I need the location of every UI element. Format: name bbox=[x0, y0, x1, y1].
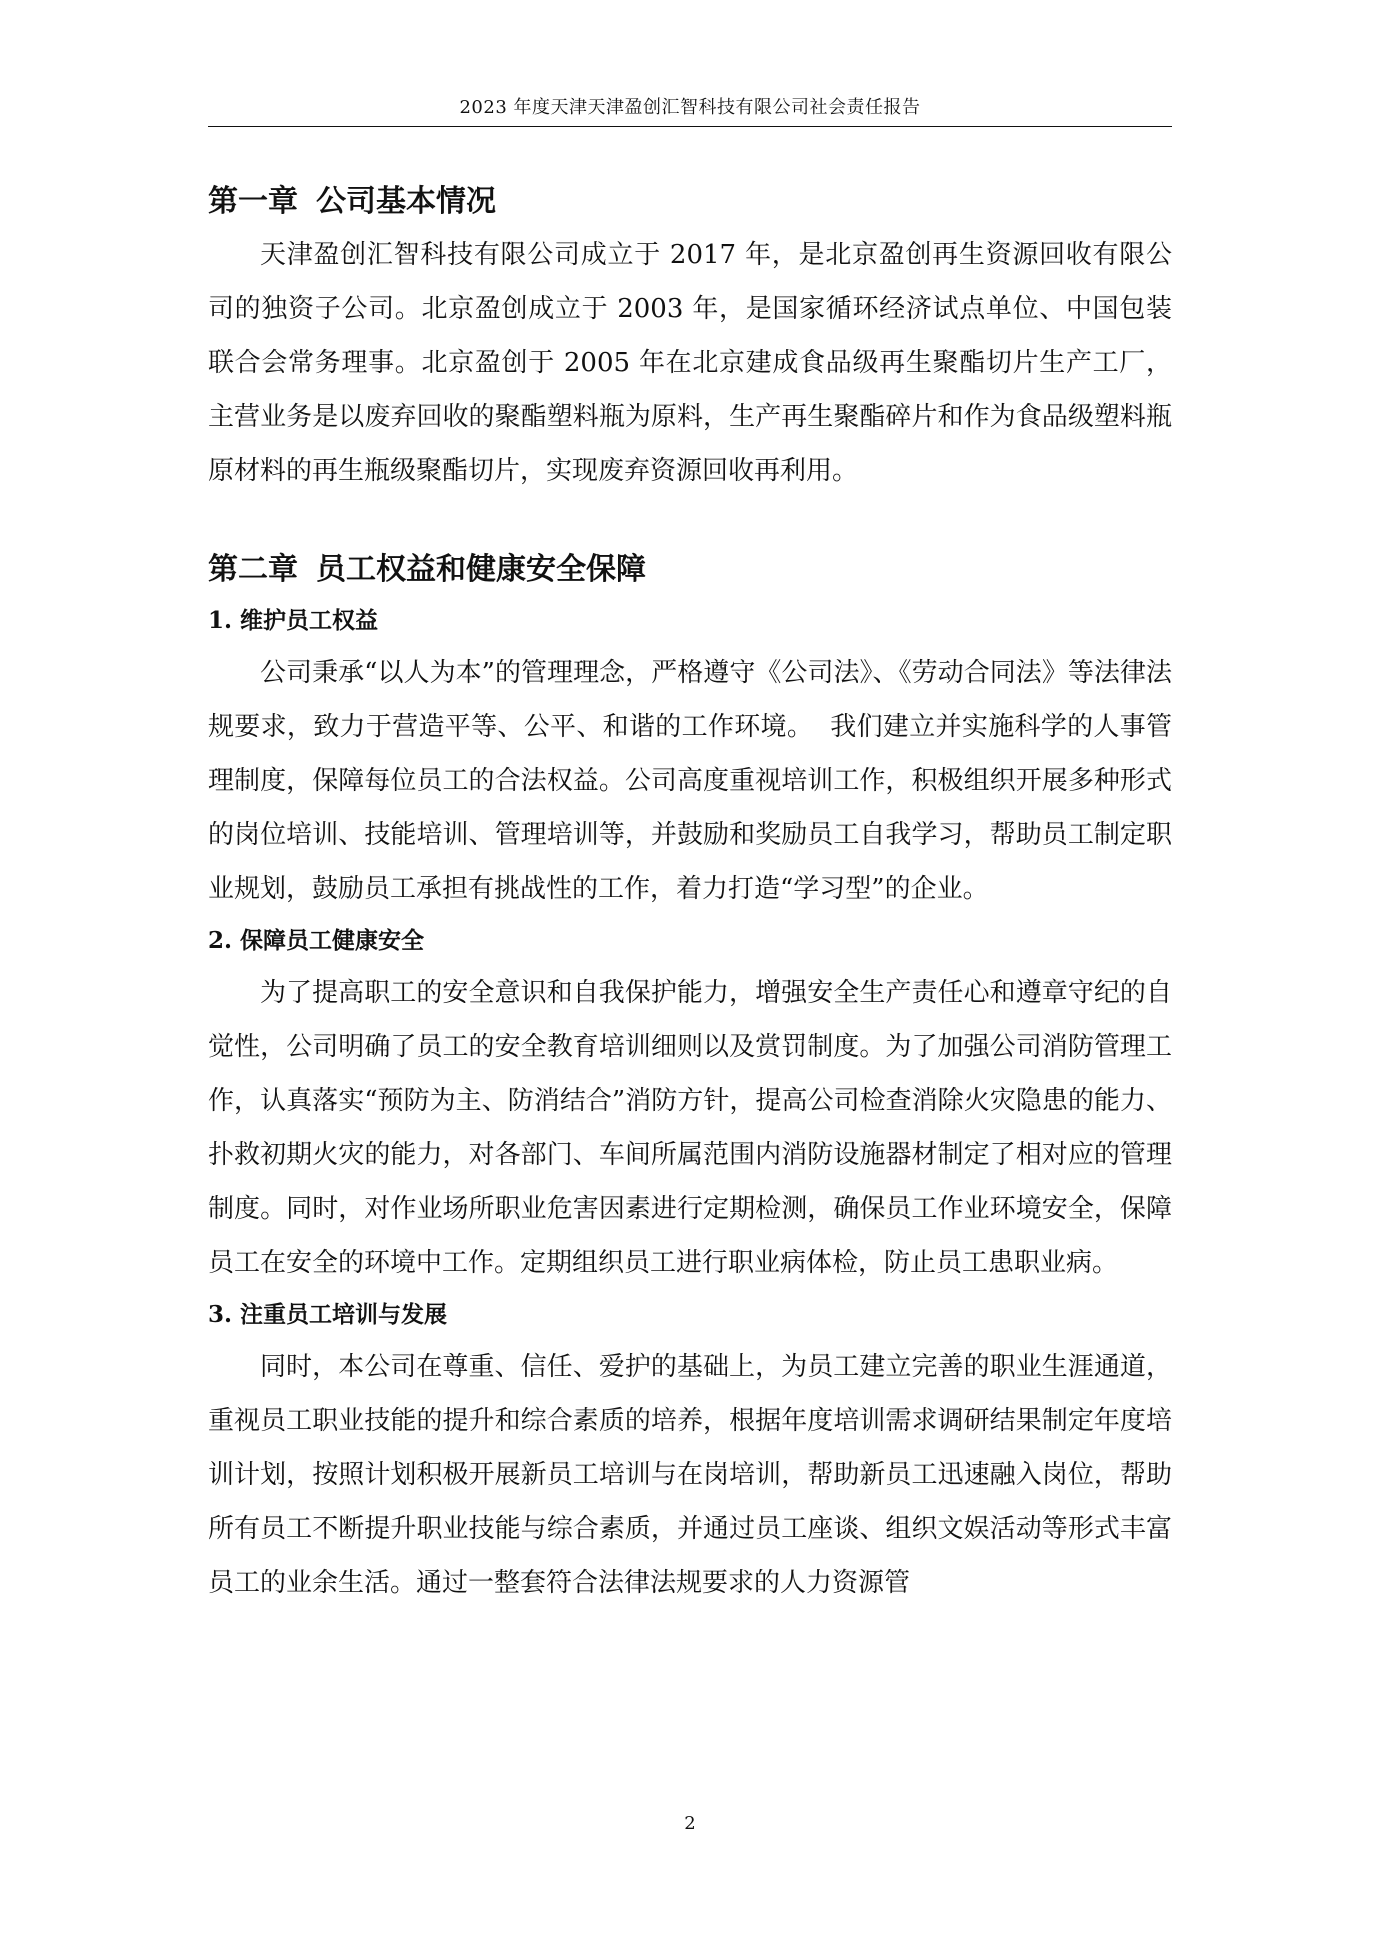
chapter-2-heading bbox=[208, 544, 1172, 596]
section-2-paragraph: 为了提高职工的安全意识和自我保护能力，增强安全生产责任心和遵章守纪的自觉性，公司明确了员工的安全教育培训细则以及赏罚制度。为了加强公司消防管理工作，认真落实“预防为主、防消结合”消防方针，提高公司检查消除火灾隐患的能力、扑救初期火灾的能力，对各部门、车间所属范围内消防设施器材制定了相对应的管理制度。同时，对作业场所职业危害因素进行定期检测，确保员工作业环境安全，保障员工在安全的环境中工作。定期组织员工进行职业病体检，防止员工患职业病。 bbox=[208, 978, 1172, 1278]
page-content bbox=[208, 176, 1172, 1610]
chapter-2-number: 第二章 bbox=[208, 552, 298, 587]
chapter-1-paragraph: 天津盈创汇智科技有限公司成立于 2017 年，是北京盈创再生资源回收有限公司的独资子公司。北京盈创成立于 2003 年，是国家循环经济试点单位、中国包装联合会常务理事。北京盈创于 2005 年在北京建成食品级再生聚酯切片生产工厂，主营业务是以废弃回收的聚酯塑料瓶为原料，生产再生聚酯碎片和作为食品级塑料瓶原材料的再生瓶级聚酯切片，实现废弃资源回收再利用。 bbox=[208, 240, 1172, 486]
section-2-heading: 2. 保障员工健康安全 bbox=[208, 927, 425, 954]
chapter-1-title: 公司基本情况 bbox=[316, 184, 496, 219]
chapter-2-title: 员工权益和健康安全保障 bbox=[316, 552, 646, 587]
section-1-paragraph: 公司秉承“以人为本”的管理理念，严格遵守《公司法》、《劳动合同法》等法律法规要求，致力于营造平等、公平、和谐的工作环境。 我们建立并实施科学的人事管理制度，保障每位员工的合法权益。公司高度重视培训工作，积极组织开展多种形式的岗位培训、技能培训、管理培训等，并鼓励和奖励员工自我学习，帮助员工制定职业规划，鼓励员工承担有挑战性的工作，着力打造“学习型”的企业。 bbox=[208, 658, 1172, 904]
page-number: 2 bbox=[684, 1813, 696, 1834]
chapter-1-heading bbox=[208, 176, 1172, 228]
running-header: 2023 年度天津天津盈创汇智科技有限公司社会责任报告 bbox=[208, 94, 1172, 127]
section-3-paragraph: 同时，本公司在尊重、信任、爱护的基础上，为员工建立完善的职业生涯通道，重视员工职业技能的提升和综合素质的培养，根据年度培训需求调研结果制定年度培训计划，按照计划积极开展新员工培训与在岗培训，帮助新员工迅速融入岗位，帮助所有员工不断提升职业技能与综合素质，并通过员工座谈、组织文娱活动等形式丰富员工的业余生活。通过一整套符合法律法规要求的人力资源管 bbox=[208, 1352, 1172, 1598]
chapter-1-number: 第一章 bbox=[208, 184, 298, 219]
section-3-heading: 3. 注重员工培训与发展 bbox=[208, 1301, 448, 1328]
section-1-heading: 1. 维护员工权益 bbox=[208, 607, 379, 634]
